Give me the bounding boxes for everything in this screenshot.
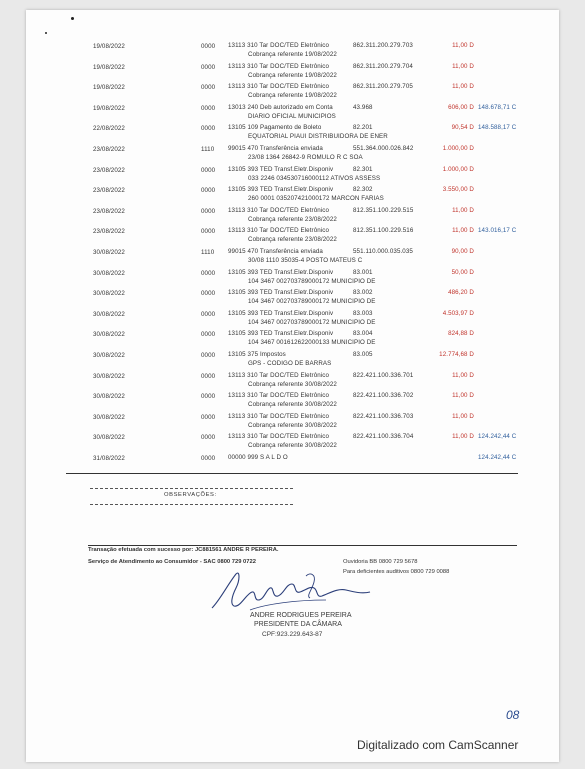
- signer-role: PRESIDENTE DA CÂMARA: [254, 621, 342, 628]
- row-agency: 0000: [201, 104, 216, 112]
- row-date: 23/08/2022: [93, 146, 125, 153]
- row-history: 13113 310 Tar DOC/TED Eletrônico: [228, 206, 329, 214]
- row-history: 13105 375 Impostos: [228, 351, 286, 358]
- row-description: Cobrança referente 19/08/2022: [248, 71, 337, 79]
- page-number: 08: [506, 708, 520, 722]
- row-document: 822.421.100.336.701: [353, 371, 414, 379]
- row-history: 13113 310 Tar DOC/TED Eletrônico: [228, 62, 329, 70]
- observations-line-1: [90, 488, 293, 489]
- row-history: 00000 999 S A L D O: [228, 454, 288, 461]
- row-date: 19/08/2022: [93, 84, 125, 92]
- row-date: 30/08/2022: [93, 310, 125, 318]
- row-agency: 0000: [201, 455, 216, 462]
- row-description: DIARIO OFICIAL MUNICIPIOS: [248, 112, 336, 120]
- row-document: 822.421.100.336.703: [353, 412, 414, 420]
- sac-info: Serviço de Atendimento ao Consumidor - SAC 0800 729 0722: [88, 559, 256, 565]
- observations-line-2: [90, 504, 293, 505]
- statement-page: [26, 10, 559, 762]
- scan-speck: [71, 17, 74, 20]
- row-history: 13113 310 Tar DOC/TED Eletrônico: [228, 42, 329, 49]
- row-balance: 143.016,17 C: [478, 227, 517, 235]
- row-value: 11,00 D: [452, 83, 474, 91]
- row-history: 13105 393 TED Transf.Eletr.Disponiv: [228, 186, 334, 194]
- table-row: [26, 40, 559, 62]
- scan-speck: [45, 32, 47, 34]
- table-row: [26, 102, 559, 124]
- row-value: 11,00 D: [452, 227, 474, 235]
- row-agency: 0000: [201, 290, 216, 298]
- row-document: 82.301: [353, 165, 373, 173]
- row-document: 83.004: [353, 330, 373, 338]
- row-balance: 148.588,17 C: [478, 124, 517, 132]
- row-document: 862.311.200.279.704: [353, 62, 413, 70]
- table-row: [26, 267, 559, 289]
- row-value: 824,88 D: [448, 330, 474, 338]
- row-history: 99015 470 Transferência enviada: [228, 248, 323, 255]
- row-description: GPS - CODIGO DE BARRAS: [248, 360, 332, 367]
- row-description: 104 3467 002703789000172 MUNICIPIO DE: [248, 318, 376, 326]
- row-agency: 0000: [201, 310, 216, 318]
- row-agency: 1110: [201, 146, 215, 153]
- row-document: 862.311.200.279.705: [353, 83, 413, 91]
- row-description: Cobrança referente 30/08/2022: [248, 380, 337, 388]
- row-date: 19/08/2022: [93, 63, 125, 71]
- row-value: 606,00 D: [448, 103, 474, 111]
- row-date: 23/08/2022: [93, 228, 125, 236]
- row-agency: 0000: [201, 166, 216, 174]
- table-row: [26, 411, 559, 433]
- table-row: [26, 143, 559, 165]
- row-agency: 0000: [201, 372, 216, 380]
- row-date: 30/08/2022: [93, 352, 125, 359]
- row-value: 90,00 D: [451, 248, 474, 255]
- table-row: [26, 349, 559, 371]
- row-description: Cobrança referente 30/08/2022: [248, 421, 337, 429]
- row-history: 13113 310 Tar DOC/TED Eletrônico: [228, 392, 329, 400]
- row-agency: 0000: [201, 269, 216, 277]
- row-value: 11,00 D: [452, 206, 474, 214]
- row-description: 23/08 1364 26842-9 ROMULO R C SOA: [248, 154, 363, 161]
- row-value: 11,00 D: [452, 371, 474, 379]
- row-history: 13105 393 TED Transf.Eletr.Disponiv: [228, 268, 334, 276]
- row-balance: 124.242,44 C: [478, 433, 517, 441]
- row-description: 104 3467 001612622000133 MUNICIPIO DE: [248, 339, 376, 347]
- row-history: 13105 393 TED Transf.Eletr.Disponiv: [228, 165, 334, 173]
- table-row: [26, 184, 559, 206]
- row-agency: 0000: [201, 207, 216, 215]
- row-agency: 0000: [201, 393, 216, 401]
- deficientes-info: Para deficientes auditivos 0800 729 0088: [343, 569, 450, 575]
- observations-label: OBSERVAÇÕES:: [164, 492, 217, 498]
- table-row: [26, 328, 559, 350]
- table-row: [26, 390, 559, 412]
- row-agency: 0000: [201, 84, 216, 92]
- row-description: Cobrança referente 19/08/2022: [248, 92, 337, 100]
- row-value: 90,54 D: [451, 124, 474, 132]
- row-description: Cobrança referente 30/08/2022: [248, 442, 337, 450]
- row-document: 551.110.000.035.035: [353, 248, 413, 255]
- table-row: [26, 205, 559, 227]
- row-document: 812.351.100.229.515: [353, 206, 414, 214]
- table-row: [26, 452, 559, 474]
- row-agency: 0000: [201, 413, 216, 421]
- row-date: 23/08/2022: [93, 166, 125, 174]
- table-bottom-rule: [66, 473, 518, 474]
- row-history: 13013 240 Deb autorizado em Conta: [228, 103, 333, 111]
- row-agency: 0000: [201, 43, 216, 50]
- row-balance: 124.242,44 C: [478, 454, 517, 461]
- row-document: 551.364.000.026.842: [353, 145, 414, 152]
- camscanner-watermark: Digitalizado com CamScanner: [357, 738, 519, 752]
- row-date: 19/08/2022: [93, 104, 125, 112]
- row-agency: 0000: [201, 187, 216, 195]
- row-agency: 0000: [201, 331, 216, 339]
- row-agency: 0000: [201, 434, 216, 442]
- row-date: 23/08/2022: [93, 187, 125, 195]
- row-agency: 1110: [201, 249, 215, 256]
- row-document: 862.311.200.279.703: [353, 42, 413, 49]
- row-document: 822.421.100.336.704: [353, 433, 414, 441]
- row-description: 104 3467 002703789000172 MUNICIPIO DE: [248, 277, 376, 285]
- row-value: 11,00 D: [452, 42, 474, 49]
- row-value: 1.000,00 D: [442, 145, 474, 152]
- row-value: 486,20 D: [448, 289, 474, 297]
- row-document: 82.302: [353, 186, 373, 194]
- row-date: 22/08/2022: [93, 125, 125, 133]
- row-value: 12.774,68 D: [439, 351, 474, 358]
- row-date: 30/08/2022: [93, 269, 125, 277]
- row-document: 82.201: [353, 124, 373, 132]
- row-description: 104 3467 002703789000172 MUNICIPIO DE: [248, 298, 376, 306]
- ouvidoria-info: Ouvidoria BB 0800 729 5678: [343, 559, 418, 565]
- row-description: Cobrança referente 19/08/2022: [248, 51, 337, 58]
- table-row: [26, 225, 559, 247]
- row-value: 11,00 D: [452, 433, 474, 441]
- row-history: 13105 393 TED Transf.Eletr.Disponiv: [228, 330, 334, 338]
- row-description: EQUATORIAL PIAUI DISTRIBUIDORA DE ENER: [248, 133, 388, 141]
- row-description: 30/08 1110 35035-4 POSTO MATEUS C: [248, 257, 363, 264]
- row-document: 83.003: [353, 309, 373, 317]
- row-description: Cobrança referente 30/08/2022: [248, 401, 337, 409]
- row-document: 822.421.100.336.702: [353, 392, 414, 400]
- row-document: 43.968: [353, 103, 373, 111]
- row-value: 1.000,00 D: [442, 165, 474, 173]
- table-row: [26, 287, 559, 309]
- row-agency: 0000: [201, 125, 216, 133]
- signer-name: ANDRE RODRIGUES PEREIRA: [250, 612, 352, 619]
- signer-cpf: CPF:923.229.643-87: [262, 631, 323, 638]
- transaction-note: Transação efetuada com sucesso por: JC881561 ANDRE R PEREIRA.: [88, 547, 279, 553]
- table-row: [26, 81, 559, 103]
- row-agency: 0000: [201, 352, 216, 359]
- row-value: 3.550,00 D: [442, 186, 474, 194]
- row-agency: 0000: [201, 228, 216, 236]
- row-value: 50,00 D: [451, 268, 474, 276]
- row-date: 30/08/2022: [93, 372, 125, 380]
- row-history: 13105 109 Pagamento de Boleto: [228, 124, 322, 132]
- row-value: 4.503,97 D: [442, 309, 474, 317]
- row-balance: 148.678,71 C: [478, 103, 517, 111]
- row-history: 13113 310 Tar DOC/TED Eletrônico: [228, 83, 329, 91]
- row-date: 30/08/2022: [93, 290, 125, 298]
- row-description: 033 2246 034530716000112 ATIVOS ASSESS: [248, 174, 381, 182]
- row-history: 13113 310 Tar DOC/TED Eletrônico: [228, 371, 329, 379]
- table-row: [26, 61, 559, 83]
- row-date: 30/08/2022: [93, 434, 125, 442]
- table-row: [26, 431, 559, 453]
- row-history: 13113 310 Tar DOC/TED Eletrônico: [228, 227, 329, 235]
- row-date: 30/08/2022: [93, 413, 125, 421]
- row-date: 30/08/2022: [93, 393, 125, 401]
- row-description: 260 0001 035207421000172 MARCON FARIAS: [248, 195, 384, 203]
- table-row: [26, 308, 559, 330]
- row-value: 11,00 D: [452, 62, 474, 70]
- table-row: [26, 122, 559, 144]
- row-date: 23/08/2022: [93, 207, 125, 215]
- row-history: 99015 470 Transferência enviada: [228, 145, 323, 152]
- row-history: 13105 393 TED Transf.Eletr.Disponiv: [228, 289, 334, 297]
- row-document: 83.002: [353, 289, 373, 297]
- row-date: 31/08/2022: [93, 455, 125, 462]
- row-document: 83.005: [353, 351, 373, 358]
- row-document: 83.001: [353, 268, 373, 276]
- row-history: 13113 310 Tar DOC/TED Eletrônico: [228, 433, 329, 441]
- row-date: 30/08/2022: [93, 331, 125, 339]
- row-date: 19/08/2022: [93, 43, 125, 50]
- signature-scribble: [206, 570, 376, 612]
- table-row: [26, 164, 559, 186]
- row-value: 11,00 D: [452, 392, 474, 400]
- footer-rule: [88, 545, 517, 546]
- row-description: Cobrança referente 23/08/2022: [248, 215, 337, 223]
- row-date: 30/08/2022: [93, 249, 125, 256]
- row-document: 812.351.100.229.516: [353, 227, 414, 235]
- row-value: 11,00 D: [452, 412, 474, 420]
- table-row: [26, 246, 559, 268]
- row-history: 13105 393 TED Transf.Eletr.Disponiv: [228, 309, 334, 317]
- row-agency: 0000: [201, 63, 216, 71]
- row-description: Cobrança referente 23/08/2022: [248, 236, 337, 244]
- table-row: [26, 370, 559, 392]
- row-history: 13113 310 Tar DOC/TED Eletrônico: [228, 412, 329, 420]
